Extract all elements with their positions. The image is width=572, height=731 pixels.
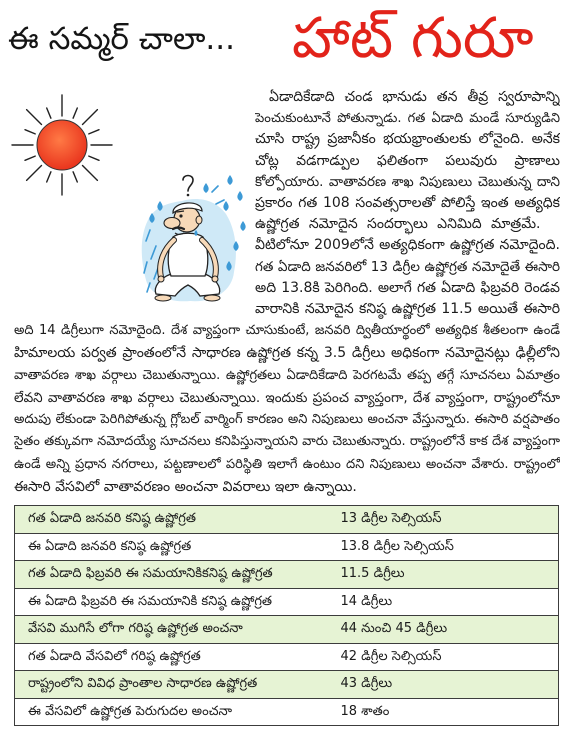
row-value-cell — [333, 643, 559, 671]
row-value: 14 డిగ్రీలు — [340, 593, 393, 609]
article-line: పెంచుకుంటూనే పోతున్నాడు. గత ఏడాది మండే సూర్యుడిని — [255, 111, 560, 127]
row-label-cell — [15, 561, 333, 589]
table-row — [15, 671, 559, 699]
row-value: 11.5 డిగ్రీలు — [340, 566, 405, 582]
row-label: వేసవి ముగిసే లోగా గరిష్ఠ ఉష్ణోగ్రత అంచనా — [28, 621, 243, 637]
sun-ray — [83, 166, 98, 181]
row-label-cell — [15, 533, 333, 561]
sun-illustration — [12, 95, 112, 195]
row-value: 43 డిగ్రీలు — [340, 676, 393, 692]
table-row — [15, 533, 559, 561]
article-line: సైతం తక్కువగా నమోదయ్యే సూచనలు కనిపిస్తున్నాయని వారు చెబుతున్నారు. రాష్ట్రంలోనే కాక దేశ వ్యాప్తంగా — [14, 434, 560, 450]
table-row — [15, 698, 559, 726]
row-value-cell — [333, 561, 559, 589]
row-value: 13 డిగ్రీల సెల్సియస్ — [340, 511, 442, 527]
right-foot — [204, 295, 220, 301]
article-column-top — [255, 87, 560, 320]
row-label-cell — [15, 506, 333, 534]
sun-ray — [25, 156, 35, 160]
article-line: అది 14 డిగ్రీలుగా నమోదైంది. దేశ వ్యాప్తంగా చూసుకుంటే, జనవరి ద్వితీయార్థంలో అత్యధిక శీతలంగా ఉండే — [14, 323, 560, 338]
headline-lead: ఈ సమ్మర్ చాలా... — [8, 21, 235, 57]
article-line: చూసి రాష్ట్ర ప్రజానీకం భయభ్రాంతులకు లోనైంది. అనేక — [255, 131, 560, 148]
article-line: కోల్పోయారు. వాతావరణ శాఖ నిపుణులు చెబుతున్న దాని — [255, 173, 560, 190]
article-line: అది 13.8కి పెరిగింది. అలాగే గత ఏడాది ఫిబ్రవరి రెండవ — [255, 279, 560, 296]
question-mark-dot — [187, 194, 190, 197]
article-line: వాతావరణ శాఖ వర్గాలు చెబుతున్నాయి. ఉష్ణోగ్రతలు ఏడాదికేడాది పెరగటమే తప్ప తగ్గే సూచనలు ఏమాత్రం — [14, 367, 560, 383]
row-label: రాష్ట్రంలోని వివిధ ప్రాంతాల సాధారణ ఉష్ణోగ్రత — [28, 676, 258, 692]
sweat-drop — [203, 183, 208, 193]
sun-ray — [27, 166, 42, 181]
right-hand — [212, 276, 218, 282]
article-line: ఉండే అన్ని ప్రధాన నగరాలు, పట్టణాలలో పరిస్థితి ఇలాగే ఉంటుం దని నిపుణులు అంచనా వేశారు. రాష్ట్రంలో — [14, 456, 560, 472]
table-body — [15, 506, 559, 726]
sun-ray — [47, 108, 51, 118]
table-row — [15, 588, 559, 616]
sun-ray — [27, 110, 42, 125]
row-label: ఈ ఏడాది జనవరి కనిష్ఠ ఉష్ణోగ్రత — [28, 538, 192, 554]
sun-ray — [47, 172, 51, 182]
row-value-cell — [333, 616, 559, 644]
sweat-drop — [237, 191, 242, 201]
sweating-man-icon — [142, 175, 246, 301]
heat-illustration — [0, 80, 252, 320]
table-row — [15, 506, 559, 534]
sun-icon — [37, 120, 87, 170]
row-value-cell — [333, 533, 559, 561]
row-value-cell — [333, 698, 559, 726]
row-label-cell — [15, 671, 333, 699]
ear — [196, 216, 202, 224]
table-row — [15, 561, 559, 589]
table-row — [15, 616, 559, 644]
row-value-cell — [333, 506, 559, 534]
article-line: హిమాలయ పర్వత ప్రాంతంలోనే సాధారణ ఉష్ణోగ్రత కన్న 3.5 డిగ్రీలు అధికంగా నమోదైనట్లు ఢిల్లీలోని — [14, 345, 560, 362]
article-line: ఈసారి వేసవిలో వాతావరణం అంచనా వివరాలు ఇలా ఉన్నాయి. — [14, 479, 357, 496]
sweat-streak — [212, 186, 218, 192]
row-label-cell — [15, 698, 333, 726]
article-line: చోట్ల వడగాడ్పుల ఫలితంగా పలువురు ప్రాణాలు — [255, 152, 560, 169]
row-label-cell — [15, 616, 333, 644]
row-value: 42 డిగ్రీల సెల్సియస్ — [340, 648, 442, 664]
sweat-streak — [216, 200, 224, 204]
temperature-table — [14, 505, 559, 726]
sweat-drop — [227, 175, 232, 185]
row-label: ఈ వేసవిలో ఉష్ణోగ్రత పెరుగుదల అంచనా — [28, 703, 233, 719]
sun-ray — [89, 156, 99, 160]
sweat-drop — [223, 201, 228, 211]
sun-ray — [83, 110, 98, 125]
headline-main: హాట్ గురూ — [292, 6, 534, 71]
row-value-cell — [333, 588, 559, 616]
sun-ray — [25, 130, 35, 134]
sweat-drop — [240, 221, 245, 231]
row-label-cell — [15, 643, 333, 671]
row-label-cell — [15, 588, 333, 616]
article-line: అదుపు లేకుండా పెరిగిపోతున్న గ్లోబల్ వార్మింగ్ కారణం అని నిపుణులు అంచనా వేస్తున్నారు. ఈసారి వర్షపాతం — [14, 412, 560, 428]
article-line: గత ఏడాది జనవరిలో 13 డిగ్రీల ఉష్ణోగ్రత నమోదైతే ఈసారి — [255, 258, 560, 275]
row-label: గత ఏడాది జనవరి కనిష్ఠ ఉష్ణోగ్రత — [28, 511, 196, 527]
left-foot — [155, 295, 171, 301]
article-line: ప్రకారం గత 108 సంవత్సరాలతో పోలిస్తే ఇంత అత్యధిక — [255, 194, 560, 211]
row-value-cell — [333, 671, 559, 699]
sun-ray — [73, 172, 77, 182]
sun-ray — [73, 108, 77, 118]
article-line: వీటిలోనూ 2009లోనే అత్యధికంగా ఉష్ణోగ్రత నమోదైంది. — [255, 237, 560, 254]
row-value: 44 నుంచి 45 డిగ్రీలు — [340, 621, 448, 637]
article-line: వారానికి నమోదైన కనిష్ఠ ఉష్ణోగ్రత 11.5 అయితే ఈసారి — [255, 300, 560, 317]
row-label: గత ఏడాది వేసవిలో గరిష్ఠ ఉష్ణోగ్రత — [28, 648, 201, 664]
article-column-full — [14, 320, 560, 498]
article-line: ఉష్ణోగ్రత నమోదైన సందర్భాలు ఎనిమిది మాత్రమే. — [255, 216, 541, 233]
row-label: గత ఏడాది ఫిబ్రవరి ఈ సమయానికికనిష్ఠ ఉష్ణోగ్రత — [28, 566, 273, 582]
sun-ray — [89, 130, 99, 134]
row-value: 13.8 డిగ్రీల సెల్సియస్ — [340, 538, 454, 554]
article-line: లేవని వాతావరణ శాఖ వర్గాలు చెబుతున్నాయి. ఇందుకు ప్రపంచ వ్యాప్తంగా, దేశ వ్యాప్తంగా, రాష్ట్రంలోనూ — [14, 389, 560, 406]
article-line: ఏడాదికేడాది చండ భానుడు తన తీవ్ర స్వరూపాన్ని — [269, 89, 560, 105]
table-row — [15, 643, 559, 671]
eye — [179, 214, 182, 217]
left-hand — [158, 276, 164, 282]
row-label: ఈ ఏడాది ఫిబ్రవరి ఈ సమయానికి కనిష్ఠ ఉష్ణోగ్రత — [28, 593, 273, 609]
row-value: 18 శాతం — [340, 703, 390, 719]
question-mark-icon — [183, 176, 193, 192]
